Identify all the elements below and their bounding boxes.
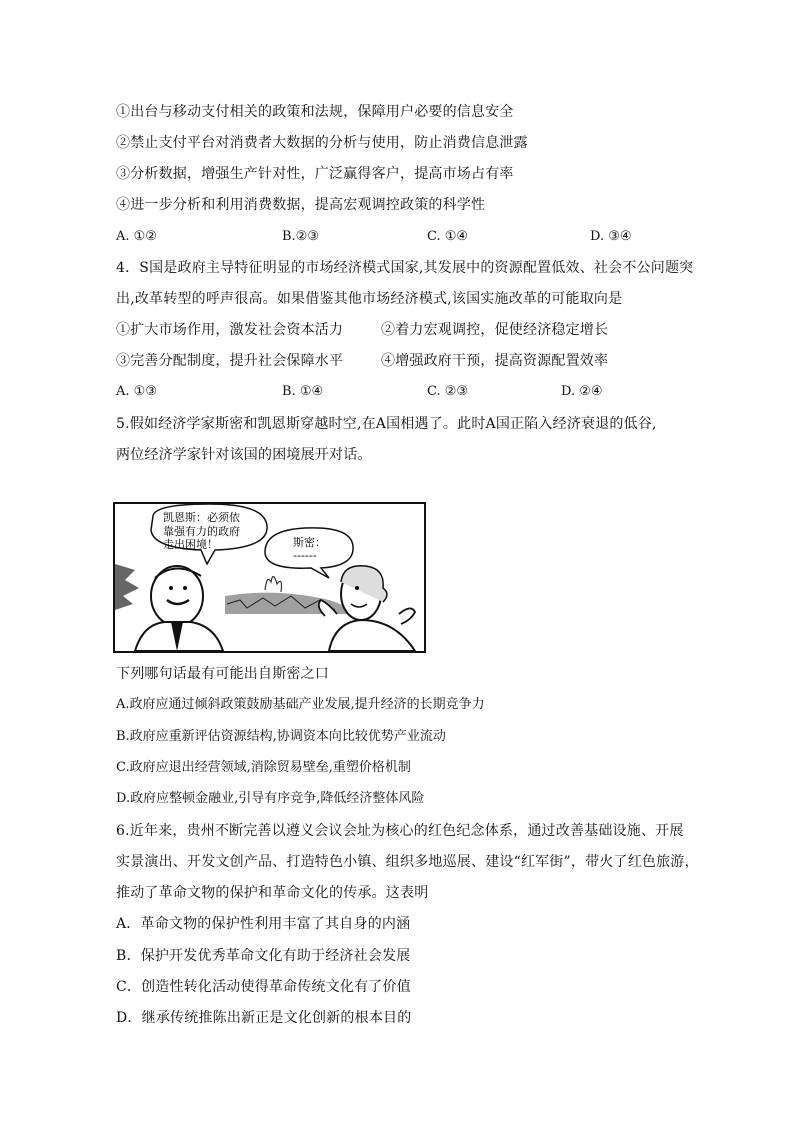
q4-item-4: ④增强政府干预，提高资源配置效率 [381,353,609,369]
q6-option-b: B．保护开发优秀革命文化有助于经济社会发展 [116,948,411,964]
q6-stem-line-2: 实景演出、开发文创产品、打造特色小镇、组织多地巡展、建设“红军街”，带火了红色旅游， [116,854,699,870]
q4-item-2: ②着力宏观调控，促使经济稳定增长 [381,322,609,338]
q5-option-d: D.政府应整顿金融业,引导有序竞争,降低经济整体风险 [116,791,425,806]
q5-option-c: C.政府应退出经营领域,消除贸易壁垒,重塑价格机制 [116,760,411,775]
q3-item-2: ②禁止支付平台对消费者大数据的分析与使用，防止消费信息泄露 [116,135,528,151]
q6-option-a: A．革命文物的保护性利用丰富了其自身的内涵 [116,916,411,932]
q4-option-a: A. ①③ [116,384,157,399]
left-foliage [115,564,139,610]
q4-option-b: B. ①④ [282,384,324,399]
keynes-bubble-line-1: 凯恩斯：必须依 [163,511,240,524]
smith-bubble-line-2: ------ [293,549,317,562]
cartoon-illustration [115,504,424,651]
q5-option-b: B.政府应重新评估资源结构,协调资本向比较优势产业流动 [116,729,446,744]
q3-option-a: A. ①② [116,229,157,244]
keynes-bubble-line-3: 走出困境！ [163,538,218,551]
smith-body [329,620,415,651]
smith-hand-right [399,608,415,624]
q4-item-3: ③完善分配制度，提升社会保障水平 [116,353,344,369]
q3-item-1: ①出台与移动支付相关的政策和法规，保障用户必要的信息安全 [116,104,514,120]
q5-option-a: A.政府应通过倾斜政策鼓励基础产业发展,提升经济的长期竞争力 [116,697,485,712]
q3-option-d: D. ③④ [590,229,632,244]
q6-option-c: C．创造性转化活动使得革命传统文化有了价值 [116,979,411,995]
smith-bubble-line-1: 斯密： [293,536,326,549]
q3-option-b: B.②③ [282,229,319,244]
q5-question: 下列哪句话最有可能出自斯密之口 [116,666,329,682]
q4-option-c: C. ②③ [427,384,469,399]
q6-option-d: D．继承传统推陈出新正是文化创新的根本目的 [116,1010,412,1026]
dead-tree [265,576,282,592]
q4-item-1: ①扩大市场作用，激发社会资本活力 [116,322,344,338]
q4-stem-line-2: 出,改革转型的呼声很高。如果借鉴其他市场经济模式,该国实施改革的可能取向是 [116,291,623,307]
q4-option-d: D. ②④ [561,384,603,399]
q5-stem-line-2: 两位经济学家针对该国的困境展开对话。 [116,447,372,463]
q3-item-3: ③分析数据，增强生产针对性，广泛赢得客户，提高市场占有率 [116,166,514,182]
q6-stem-line-1: 6.近年来，贵州不断完善以遵义会议会址为核心的红色纪念体系，通过改善基础设施、开展 [116,823,684,839]
economists-cartoon [113,502,426,653]
q4-stem-line-1: 4．S国是政府主导特征明显的市场经济模式国家,其发展中的资源配置低效、社会不公问题突 [116,260,694,276]
cracked-field [225,593,355,614]
keynes-bubble-line-2: 靠强有力的政府 [163,525,240,538]
q6-stem-line-3: 推动了革命文物的保护和革命文化的传承。这表明 [116,885,429,901]
q5-stem-line-1: 5.假如经济学家斯密和凯恩斯穿越时空,在A国相遇了。此时A国正陷入经济衰退的低谷, [116,416,657,432]
q3-option-c: C. ①④ [427,229,469,244]
q3-item-4: ④进一步分析和利用消费数据，提高宏观调控政策的科学性 [116,197,486,213]
